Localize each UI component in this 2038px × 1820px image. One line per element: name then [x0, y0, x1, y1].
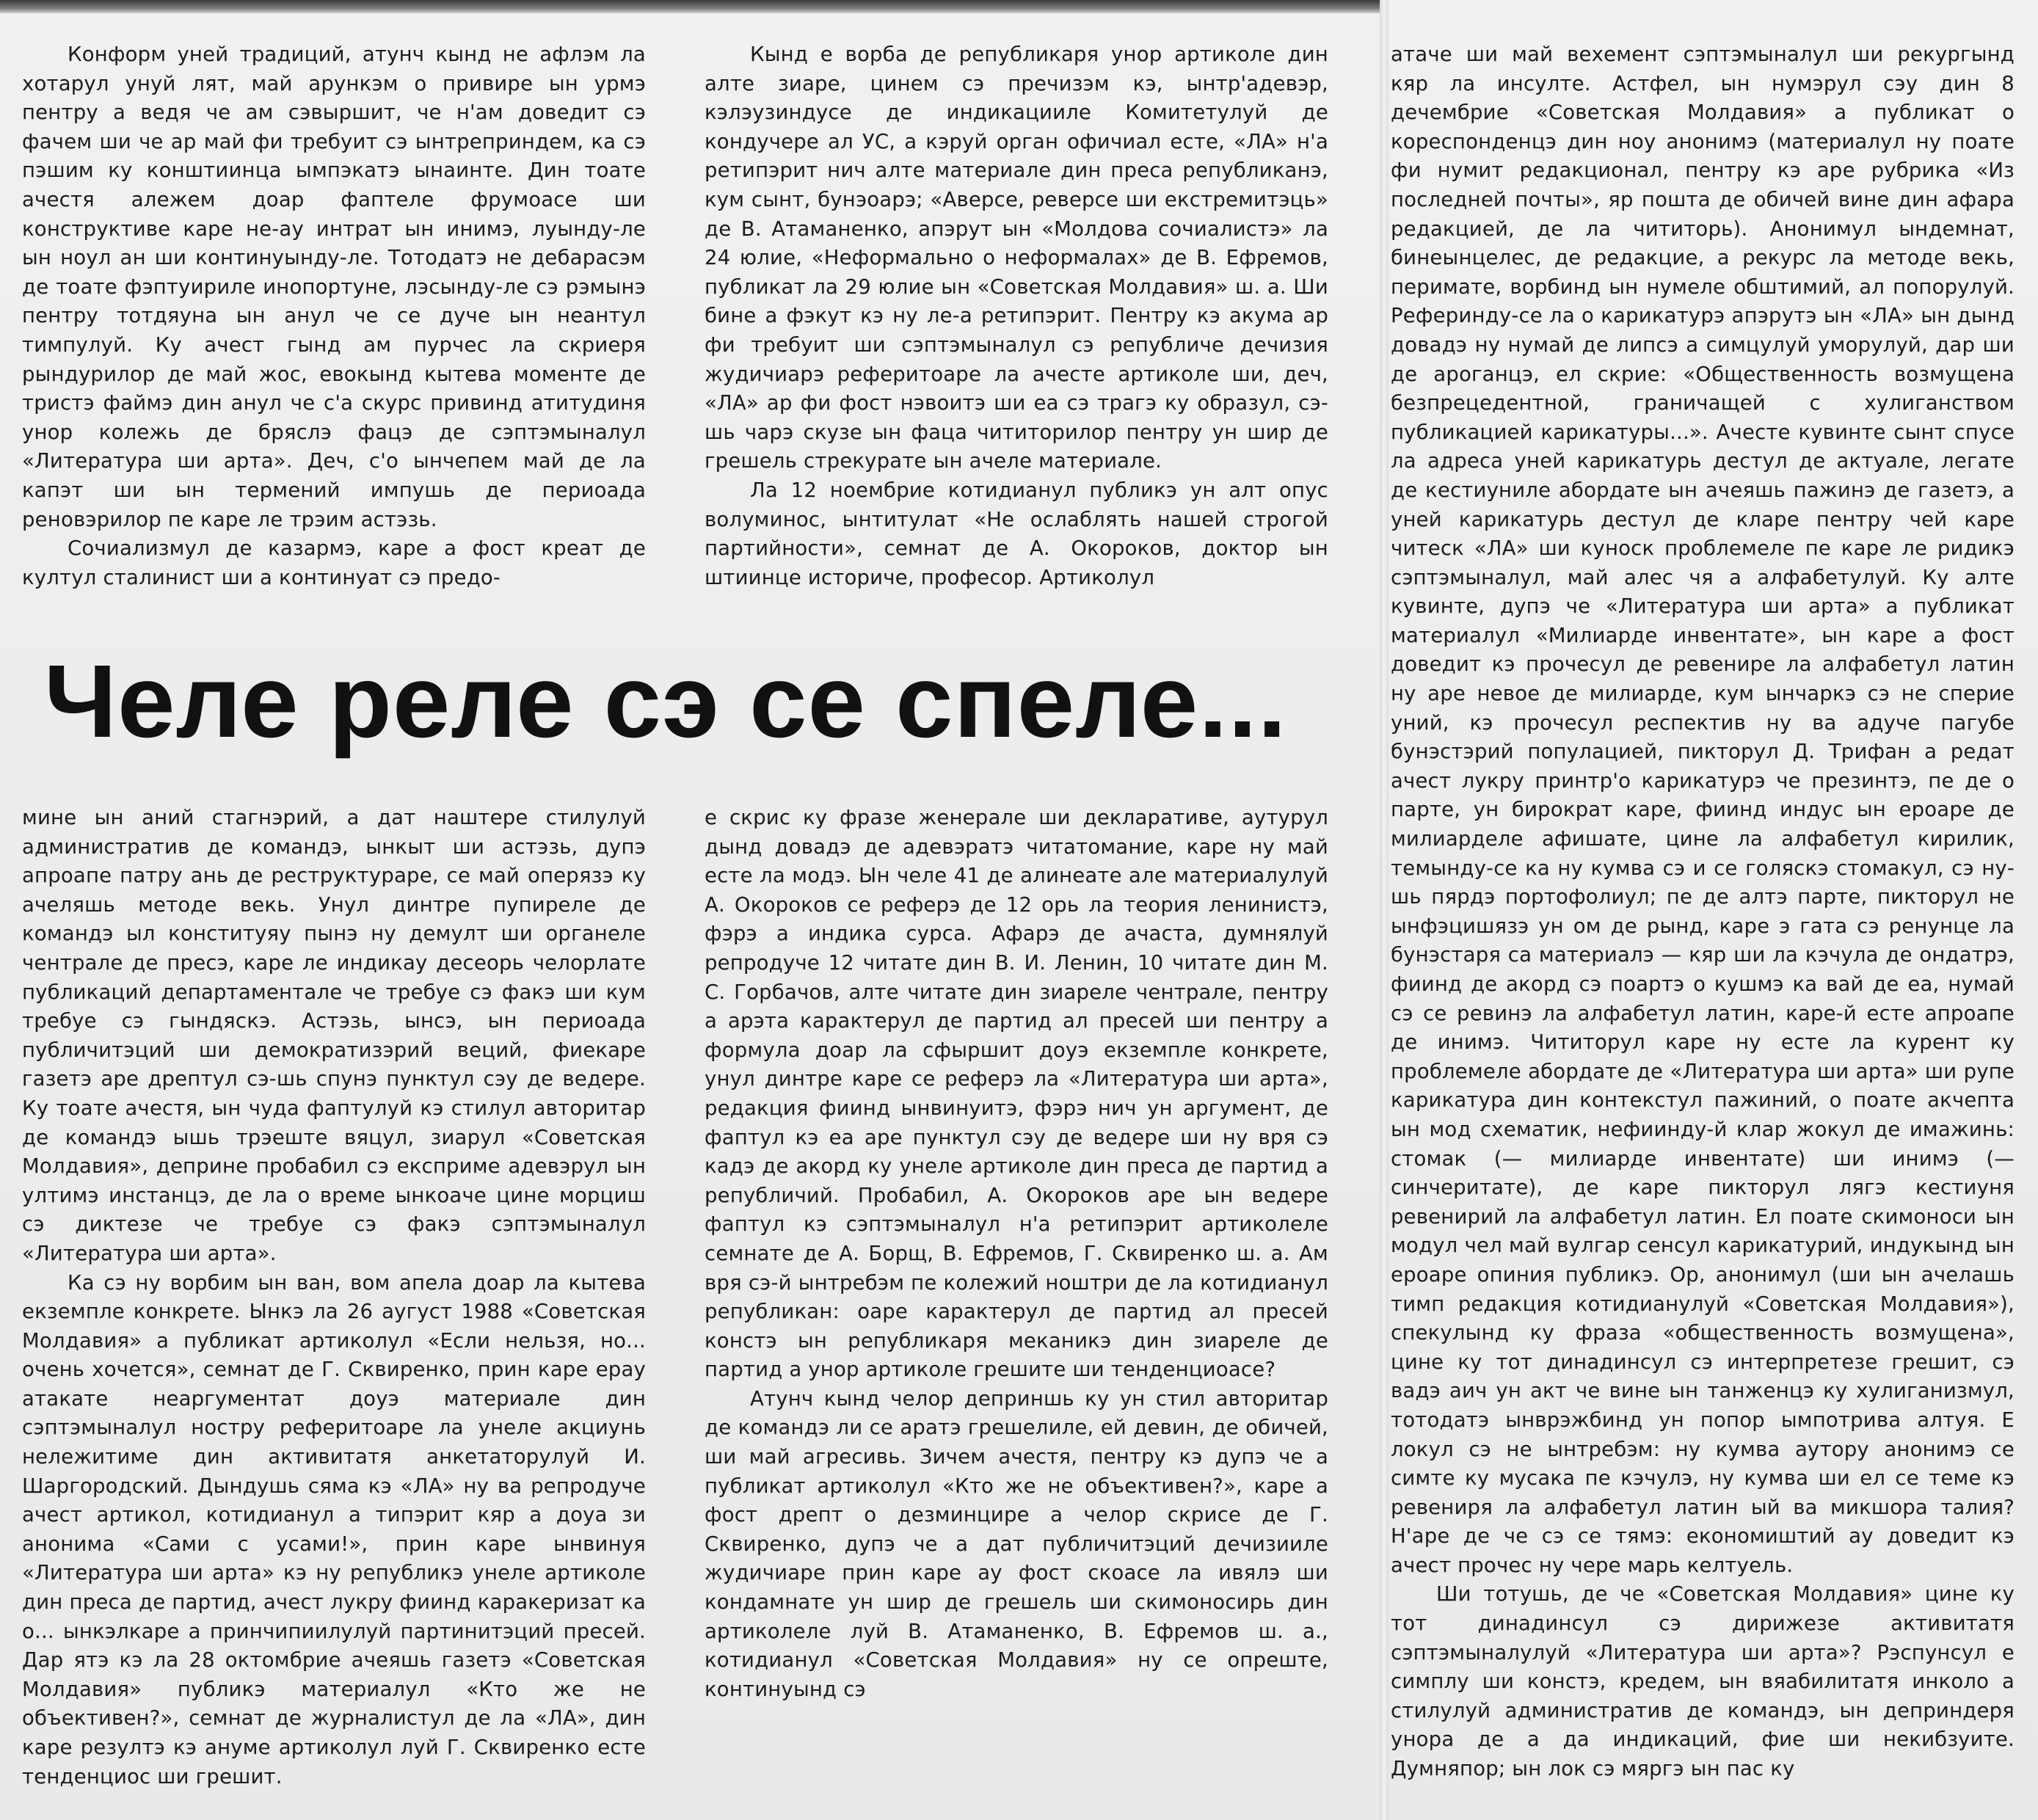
page-top-edge: [0, 0, 1380, 13]
article-column-5: [705, 804, 1328, 1816]
paragraph: Ка сэ ну ворбим ын ван, вом апела доар ла кытева екземпле конкрете. Ынкэ ла 26 аугуст 1988 «Советская Молдавия» а публикат артиколул «Если нельзя, но... очень хочется», семнат де Г. Сквиренко, прин каре ерау атакате неаргументат доуэ материале дин сэптэмыналул ностру реферитоаре ла унеле акциунь нележитиме дин активитатя анкетаторулуй И. Шаргородский. Дындушь сяма кэ «ЛА» ну ва репродуче ачест артикол, котидианул а типэрит кяр а доуа зи анонима «Сами с усами!», прин каре ынвинуя «Литература ши арта» кэ ну републикэ унеле артиколе дин преса де партид, ачест лукру фиинд каракеризат ка о... ынкэлкаре а принчипиилулуй партинитэций пресей. Дар ятэ кэ ла 28 октомбрие ачеяшь газетэ «Советская Молдавия» публикэ материалул «Кто же не объективен?», семнат де журналистул де ла «ЛА», дин каре резултэ кэ ануме артиколул луй Г. Сквиренко есте тенденциос ши грешит.: [22, 1270, 646, 1788]
paragraph: мине ын аний стагнэрий, а дат наштере стилулуй административ де командэ, ынкыт ши астэзь, дупэ апроапе патру ань де реструктураре, се май оперязэ ку ачеляшь методе векь. Унул динтре пупиреле де командэ ыл конституяу пынэ ну демулт ши органеле чентрале де пресэ, каре ле индикау десеорь челорлате публикаций департаментале че требуе сэ факэ ши кум требуе сэ гындяскэ. Астэзь, ынсэ, ын периоада публичитэций ши демократизэрий веций, фиекаре газетэ аре дрептул сэ-шь спунэ пунктул сэу де ведере. Ку тоате ачестя, ын чуда фаптулуй кэ стилул авторитар де командэ ышь трэеште вяцул, зиарул «Советская Молдавия», деприне пробабил сэ експриме адевэрул ын ултимэ инстанцэ, де ла о време ынкоаче цине морциш сэ диктезе че требуе сэ факэ сэптэмыналул «Литература ши арта».: [22, 806, 646, 1265]
page-fold: [1380, 0, 1389, 1820]
paragraph: е скрис ку фразе женерале ши декларативе, аутурул дынд довадэ де адевэратэ читатомание, каре ну май есте ла модэ. Ын челе 41 де алинеате але материалулуй А. Окороков се реферэ де 12 орь ла теория ленинистэ, фэрэ а индика сурса. Афарэ де ачаста, думнялуй репродуче 12 читате дин В. И. Ленин, 10 читате дин М. С. Горбачов, алте читате дин зиареле чентрале, пентру а арэта карактерул де партид ал пресей ши пентру а формула доар ла сфыршит доуэ екземпле конкрете, унул динтре каре се реферэ ла «Литература ши арта», редакция фиинд ынвинуитэ, фэрэ нич ун аргумент, де фаптул кэ еа аре пунктул сэу де ведере ши ну вря сэ кадэ де акорд ку унеле артиколе дин преса де партид а републичий. Пробабил, А. Окороков аре ын ведере фаптул кэ сэптэмыналул н'а ретипэрит артиколеле семнате де А. Борщ, В. Ефремов, Г. Сквиренко ш. а. Ам вря сэ-й ынтребэм пе колежий ноштри де ла котидианул републикан: оаре карактерул де партид ал пресей констэ ын републикаря меканикэ дин зиареле де партид а унор артиколе грешите ши тенденциоасе?: [705, 806, 1328, 1382]
paragraph: Атунч кынд челор деприншь ку ун стил авторитар де командэ ли се аратэ грешелиле, ей девин, де обичей, ши май агресивь. Зичем ачестя, пентру кэ дупэ че а публикат артиколул «Кто же не объективен?», каре а фост дрепт о дезминциpe а челор скрисе де Г. Сквиренко, дупэ че а дат публичитэций дечизииле жудичиаре прин каре ау фост скоасе ла ивялэ ши кондамнате ун шир де грешель ши скимоносирь дин артиколеле луй В. Атаманенко, В. Ефремов ш. а., котидианул «Советская Молдавия» ну се опреште, континуынд сэ: [705, 1386, 1328, 1701]
article-column-2: [705, 40, 1328, 605]
article-headline: Челе реле сэ се спеле...: [44, 643, 1287, 759]
article-column-1: [22, 40, 646, 597]
paragraph: Ши тотушь, де че «Советская Молдавия» цине ку тот динадинсул сэ дирижезе активитатя сэптэмыналулуй «Литература ши арта»? Рэспунсул е симплу ши констэ, кредем, ын вяабилитатя инколо а стилулуй административ де командэ, ын деприндеря унора де а да индикаций, фие ши некибзуите. Думняпор; ын лок сэ мяргэ ын пас ку: [1391, 1582, 2015, 1781]
article-column-3: [1391, 40, 2015, 1816]
paragraph: Сочиализмул де казармэ, каре а фост креат де култул сталинист ши а континуат сэ предо-: [22, 536, 646, 589]
paragraph: Ла 12 ноембрие котидианул публикэ ун алт опус волуминос, ынтитулат «Не ослаблять нашей строгой партийности», семнат де А. Окороков, доктор ын штиинце историче, професор. Артиколул: [705, 478, 1328, 589]
paragraph: атаче ши май вехемент сэптэмыналул ши рекургынд кяр ла инсулте. Астфел, ын нумэрул сэу дин 8 дечембрие «Советская Молдавия» а публикат о кореспонденцэ дин ноу анонимэ (материалул ну поате фи нумит редакционал, пентру кэ аре рубрика «Из последней почты», яр пошта де обичей вине дин афара редакцией, де ла чититорь). Анонимул ындемнат, бинеынцелес, де редакцие, а рекурс ла методе векь, перимате, ворбинд ын нумеле обштимий, ал попорулуй. Реферинду-се ла о карикатурэ апэрутэ ын «ЛА» ын дынд довадэ ну нумай де липсэ а симцулуй уморулуй, дар ши де ароганцэ, ел скрие: «Общественность возмущена безпрецедентной, граничащей с хулиганством публикацией карикатуры...». Ачесте кувинте сынт спусе ла адреса уней карикатурь дестул де актуале, легате де кестиуниле абордате ын ачеяшь пажинэ де газетэ, а уней карикатурь дестул де кларе пентру чей каре читеск «ЛА» ши куноск проблемеле пе каре ле ридикэ сэптэмыналул, май алес чя а алфабетулуй. Ку алте кувинте, дупэ че «Литература ши арта» а публикат материалул «Милиарде инвентате», ын каре а фост доведит кэ прочесул де ревенире ла алфабетул латин ну аре невое де милиарде, кум ынчаркэ сэ не сперие уний, кэ прочесул респектив ну ва адуче пагубе бунэстэрий популацией, пикторул Д. Трифан а редат ачест лукру принтр'о карикатурэ че презинтэ, пе де о парте, ун бирократ каре, фиинд индус ын ероаре де милиарделе афишате, цине ла алфабетул кирилик, темынду-се ка ну кумва сэ и се голяскэ стомакул, сэ ну-шь пярдэ портофолиул; пе де алтэ парте, пикторул не ынфэцишязэ ун ом де рынд, каре э гата сэ ренунце ла бунэстаря са материалэ — кяр ши ла кэчула де ондатрэ, фиинд де акорд сэ поартэ о кушмэ ка вай де еа, нумай сэ се ревинэ ла алфабетул латин, каре-й есте апроапе де инимэ. Чититорул каре ну есте ла курент ку проблемеле абордате де «Литература ши арта» ши рупе карикатура дин контекстул пажиний, о поате акчепта ын мод схематик, нефиинду-й клар жокул де имажинь: стомак (— милиарде инвентате) ши инимэ (—синчеритате), де каре пикторул лягэ кестиуня ревенирий ла алфабетул латин. Ел поате скимоноси ын модул чел май вулгар сенсул карикатурий, индукынд ын ероаре опиния публикэ. Ор, анонимул (ши ын ачелашь тимп редакция котидианулуй «Советская Молдавия»), спекулынд ку фраза «общественность возмущена», цине ку тот динадинсул сэ интерпретезе грешит, сэ вадэ аич ун акт че вине ын танженцэ ку хулиганизмул, тотодатэ ынврэжбинд ун попор ымпотрива алтуя. Е локул сэ не ынтребэм: ну кумва аутору анонимэ се симте ку мусака пе кэчулэ, ну кумва ши ел се теме кэ ревениря ла алфабетул латин ый ва микшора талия? Н'аре де че сэ се тямэ: економиштий ау доведит кэ ачест прочес ну чере марь келтуель.: [1391, 43, 2015, 1577]
paragraph: Кынд е ворба де републикаря унор артиколе дин алте зиаре, цинем сэ пречизэм кэ, ынтр'адевэр, кэлэузиндусе де индикацииле Комитетулуй де кондучере ал УС, а кэруй орган офичиал есте, «ЛА» н'а ретипэрит нич алте материале дин преса републиканэ, кум сынт, бунэоарэ; «Аверсе, реверсе ши екстремитэць» де В. Атаманенко, апэрут ын «Молдова сочиалистэ» ла 24 юлие, «Неформально о неформалах» де В. Ефремов, публикат ла 29 юлие ын «Советская Молдавия» ш. а. Ши бине а фэкут кэ ну ле-а ретипэрит. Пентру кэ акума ар фи требуит ши сэптэмыналул сэ републиче дечизия жудичиарэ реферитоаре ла ачесте артиколе ши, деч, «ЛА» ар фи фост нэвоитэ ши еа сэ трагэ ку образул, сэ-шь чарэ скузе ын фаца чититорилор пентру ун шир де грешель стрекурате ын ачеле материале.: [705, 43, 1328, 473]
article-column-4: [22, 804, 646, 1816]
paragraph: Конформ уней традиций, атунч кынд не афлэм ла хотарул унуй лят, май арункэм о привире ын урмэ пентру а ведя че ам сэвыршит, че н'ам доведит сэ фачем ши че ар май фи требуит сэ ынтреприндем, ка сэ пэшим ку конштиинца ымпэкатэ ынаинте. Дин тоате ачестя алежем доар фаптеле фрумоасе ши конструктиве каре не-ау интрат ын инимэ, луынду-ле ын ноул ан ши континуынду-ле. Тотодатэ не дебарасэм де тоате фэптуириле инопортуне, лэсынду-ле сэ рэмынэ пентру тотдяуна ын анул че се дуче ын неантул тимпулуй. Ку ачест гынд ам пурчес ла скриеря рындурилор де май жос, евокынд кытева моменте де тристэ файмэ дин анул че с'а скурс привинд атитудиня унор колежь де бряслэ фацэ де сэптэмыналул «Литература ши арта». Деч, с'о ынчепем май де ла капэт ши ын термений импушь де периоада реновэрилор пе каре ле трэим астэзь.: [22, 43, 646, 531]
